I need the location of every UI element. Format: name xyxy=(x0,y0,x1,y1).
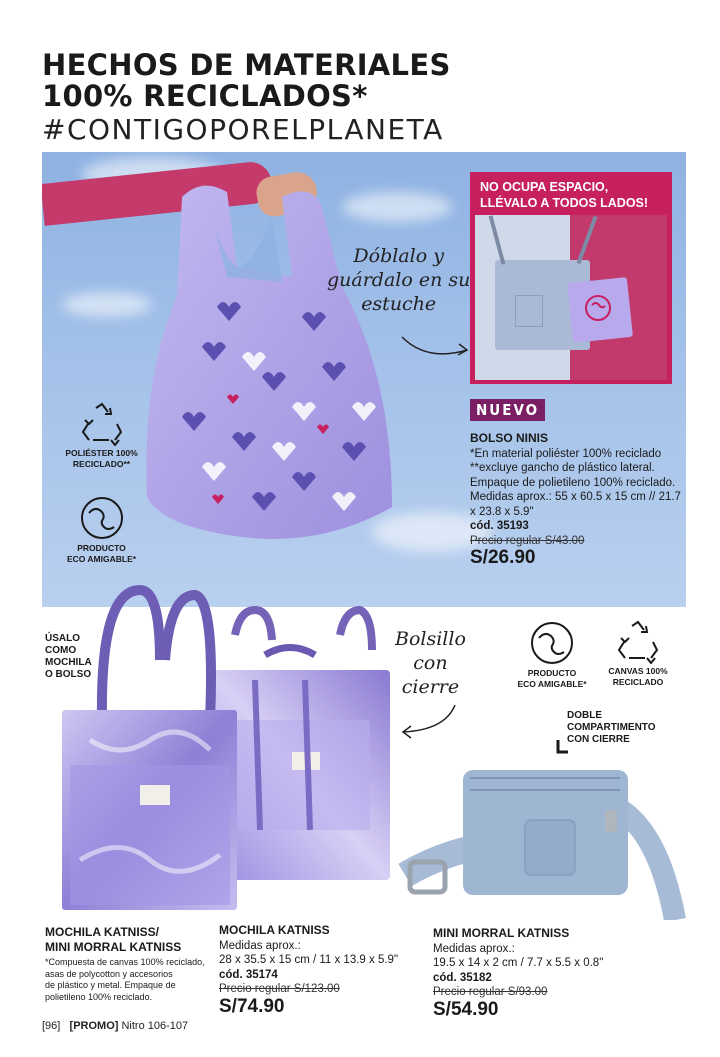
fold-note-line: estuche xyxy=(361,292,437,315)
fold-note-line: Dóblalo y xyxy=(353,245,444,267)
globe-icon xyxy=(79,495,125,541)
page-footer xyxy=(42,1020,188,1032)
recycle-icon xyxy=(79,402,125,446)
page-number: [96] xyxy=(42,1020,61,1032)
globe-icon xyxy=(583,293,613,323)
product-name: BOLSO NINIS xyxy=(470,431,549,445)
product-price: S/74.90 xyxy=(219,995,285,1017)
product-info-ninis xyxy=(470,431,685,566)
eco-label-line: PRODUCTO xyxy=(527,668,577,678)
regular-price: Precio regular S/93.00 xyxy=(433,986,548,998)
product-desc-line: Empaque de polietileno 100% reciclado. xyxy=(470,476,676,489)
page-title xyxy=(42,50,451,112)
product-name: MOCHILA KATNISS xyxy=(219,923,330,937)
eco-label-line: PRODUCTO xyxy=(77,543,126,553)
product-desc-line: asas de polycotton y accesorios xyxy=(45,968,173,979)
katniss-bags-image xyxy=(60,580,400,920)
pocket-note xyxy=(395,628,466,699)
promo-banner-text xyxy=(480,179,665,211)
product-desc-line: Medidas aprox.: xyxy=(433,942,515,955)
fold-note-line: guárdalo en su xyxy=(327,268,471,291)
hero-panel xyxy=(42,152,686,607)
product-desc-line: x 23.8 x 5.9" xyxy=(470,505,534,518)
tote-bag-image xyxy=(142,177,402,552)
usage-note-line: O BOLSO xyxy=(45,669,92,680)
product-desc-line: **excluye gancho de plástico lateral. xyxy=(470,462,655,474)
recycle-icon xyxy=(615,620,661,664)
product-name-line: MINI MORRAL KATNISS xyxy=(45,939,182,954)
product-price: S/26.90 xyxy=(470,547,536,568)
product-desc-line: 28 x 35.5 x 15 cm / 11 x 13.9 x 5.9" xyxy=(219,954,399,966)
pocket-note-line: Bolsillo xyxy=(395,628,466,650)
regular-price: Precio regular S/123.00 xyxy=(219,983,340,995)
usage-note-line: COMO xyxy=(45,645,77,656)
eco-label-eco-friendly-2 xyxy=(512,620,592,689)
fold-note xyxy=(327,245,470,316)
product-desc-line: de plástico y metal. Empaque de xyxy=(45,980,176,990)
product-desc-line: polietileno 100% reciclado. xyxy=(45,991,153,1002)
usage-note-line: MOCHILA xyxy=(45,657,92,668)
eco-label-line: RECICLADO xyxy=(612,676,664,687)
eco-label-recycled-canvas xyxy=(598,620,678,687)
hashtag: #CONTIGOPORELPLANETA xyxy=(42,113,444,146)
eco-label-line: CANVAS 100% xyxy=(608,666,668,676)
product-info-mochila xyxy=(219,923,419,1017)
usage-note-line: ÚSALO xyxy=(45,633,80,644)
product-desc-line: *Compuesta de canvas 100% reciclado, xyxy=(45,957,205,967)
product-info-katniss-set xyxy=(45,925,225,1003)
campaign-label: Nitro 106-107 xyxy=(121,1020,189,1032)
product-code: cód. 35182 xyxy=(433,971,492,984)
product-code: cód. 35193 xyxy=(470,520,529,532)
promo-line: LLÉVALO A TODOS LADOS! xyxy=(480,196,649,210)
eco-label-line: ECO AMIGABLE* xyxy=(517,678,587,689)
product-desc-line: Medidas aprox.: xyxy=(219,939,301,952)
product-desc-line: 19.5 x 14 x 2 cm / 7.7 x 5.5 x 0.8" xyxy=(433,957,604,969)
eco-label-line: POLIÉSTER 100% xyxy=(65,448,138,458)
compartment-note-line: DOBLE xyxy=(567,710,602,721)
product-info-mini-morral xyxy=(433,926,633,1020)
title-line-2: 100% RECICLADOS* xyxy=(42,79,368,113)
product-price: S/54.90 xyxy=(433,998,499,1020)
pouch-photo xyxy=(475,215,667,380)
promo-label: [PROMO] xyxy=(69,1020,119,1032)
eco-label-line: ECO AMIGABLE* xyxy=(66,553,137,564)
arrow-right-icon xyxy=(397,332,472,362)
mini-morral-image xyxy=(395,750,700,920)
product-desc-line: Medidas aprox.: 55 x 60.5 x 15 cm // 21.7 xyxy=(470,491,681,503)
product-desc-line: *En material poliéster 100% reciclado xyxy=(470,447,662,460)
eco-label-recycled-polyester xyxy=(54,402,149,469)
new-badge: NUEVO xyxy=(470,399,545,421)
promo-line: NO OCUPA ESPACIO, xyxy=(480,180,609,194)
eco-label-line: RECICLADO** xyxy=(72,458,131,469)
promo-banner xyxy=(470,172,672,384)
product-name xyxy=(45,925,225,954)
pocket-note-line: con xyxy=(413,651,448,674)
arrow-left-icon xyxy=(395,700,465,740)
compartment-note xyxy=(567,710,656,746)
product-code: cód. 35174 xyxy=(219,968,278,981)
globe-icon xyxy=(529,620,575,666)
eco-label-eco-friendly xyxy=(54,495,149,564)
product-name: MINI MORRAL KATNISS xyxy=(433,926,570,940)
compartment-note-line: COMPARTIMENTO xyxy=(567,722,656,733)
regular-price: Precio regular S/43.00 xyxy=(470,534,585,547)
product-name-line: MOCHILA KATNISS/ xyxy=(45,925,159,939)
pocket-note-line: cierre xyxy=(401,675,460,698)
compartment-note-line: CON CIERRE xyxy=(567,734,630,745)
title-line-1: HECHOS DE MATERIALES xyxy=(42,48,451,82)
